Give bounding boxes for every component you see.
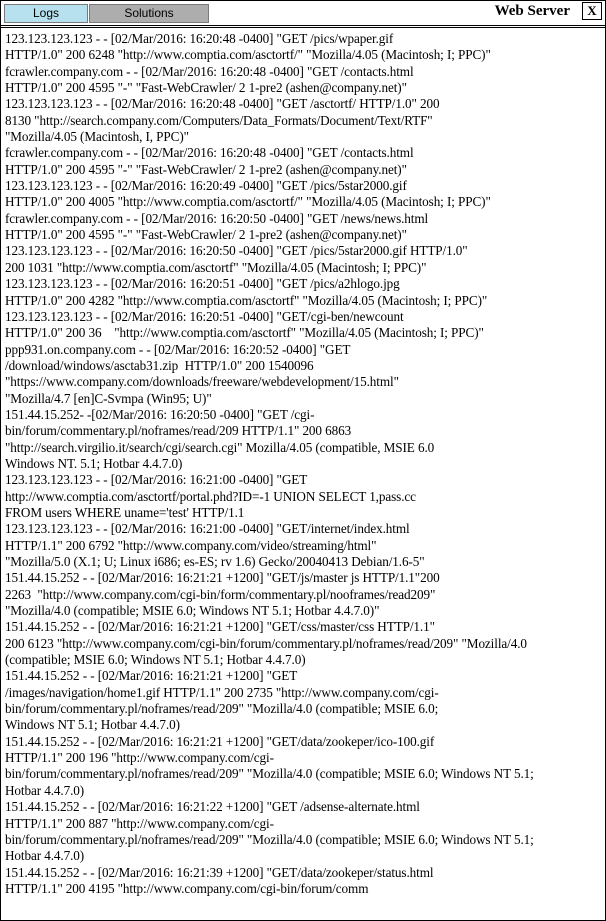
log-line: "Mozilla/4.0 (compatible; MSIE 6.0; Windows NT 5.1; Hotbar 4.4.7.0)"	[5, 603, 380, 619]
log-line: fcrawler.company.com - - [02/Mar/2016: 16:20:48 -0400] "GET /contacts.html	[5, 145, 414, 161]
log-line: HTTP/1.0" 200 4282 "http://www.comptia.com/asctortf" "Mozilla/4.05 (Macintosh; I; PPC)"	[5, 292, 488, 308]
log-line: 200 1031 "http://www.comptia.com/asctortf" "Mozilla/4.05 (Macintosh; I; PPC)"	[5, 259, 427, 275]
tab-solutions[interactable]: Solutions	[89, 4, 209, 23]
log-line: ppp931.on.company.com - - [02/Mar/2016: 16:20:52 -0400] "GET	[5, 341, 351, 357]
log-line: 123.123.123.123 - - [02/Mar/2016: 16:20:49 -0400] "GET /pics/5star2000.gif	[5, 178, 407, 194]
log-line: 151.44.15.252 - - [02/Mar/2016: 16:21:21 +1200] "GET	[5, 668, 298, 684]
log-line: bin/forum/commentary.pl/noframes/read/209" "Mozilla/4.0 (compatible; MSIE 6.0; Windows NT 5.1;	[5, 766, 534, 782]
log-line: "Mozilla/4.7 [en]C-Svmpa (Win95; U)"	[5, 390, 212, 406]
log-line: 123.123.123.123 - - [02/Mar/2016: 16:20:48 -0400] "GET /pics/wpaper.gif	[5, 31, 394, 46]
tab-logs[interactable]: Logs	[4, 4, 88, 23]
log-line: 151.44.15.252 - - [02/Mar/2016: 16:21:22 +1200] "GET /adsense-alternate.html	[5, 799, 420, 815]
tab-bar	[4, 4, 209, 23]
log-line: 151.44.15.252- -[02/Mar/2016: 16:20:50 -0400] "GET /cgi-	[5, 406, 315, 422]
log-line: FROM users WHERE uname='test' HTTP/1.1	[5, 504, 245, 520]
log-line: Windows NT. 5.1; Hotbar 4.4.7.0)	[5, 455, 183, 471]
log-line: bin/forum/commentary.pl/noframes/read/209 HTTP/1.1" 200 6863	[5, 423, 352, 439]
log-line: "http://search.virgilio.it/search/cgi/search.cgi" Mozilla/4.05 (compatible, MSIE 6.0	[5, 439, 435, 455]
log-line: 123.123.123.123 - - [02/Mar/2016: 16:20:51 -0400] "GET/cgi-ben/newcount	[5, 308, 404, 324]
page-title: Web Server	[494, 3, 570, 19]
log-line: bin/forum/commentary.pl/noframes/read/209" "Mozilla/4.0 (compatible; MSIE 6.0;	[5, 701, 439, 717]
log-line: HTTP/1.1" 200 887 "http://www.company.com/cgi-	[5, 815, 274, 831]
log-line: 151.44.15.252 - - [02/Mar/2016: 16:21:21 +1200] "GET/js/master js HTTP/1.1"200	[5, 570, 440, 586]
log-line: 123.123.123.123 - - [02/Mar/2016: 16:20:50 -0400] "GET /pics/5star2000.gif HTTP/1.0"	[5, 243, 468, 259]
log-line: HTTP/1.1" 200 4195 "http://www.company.com/cgi-bin/forum/comm	[5, 880, 369, 896]
log-line: 200 6123 "http://www.company.com/cgi-bin/forum/commentary.pl/noframes/read/209" "Mozilla/4.0	[5, 635, 527, 651]
log-line: HTTP/1.1" 200 196 "http://www.company.com/cgi-	[5, 750, 274, 766]
log-line: 123.123.123.123 - - [02/Mar/2016: 16:20:51 -0400] "GET /pics/a2hlogo.jpg	[5, 276, 400, 292]
log-line: HTTP/1.0" 200 4005 "http://www.comptia.com/asctortf/" "Mozilla/4.05 (Macintosh; I; PPC)"	[5, 194, 491, 210]
log-line: (compatible; MSIE 6.0; Windows NT 5.1; Hotbar 4.4.7.0)	[5, 652, 306, 668]
log-line: 151.44.15.252 - - [02/Mar/2016: 16:21:21 +1200] "GET/data/zookeper/ico-100.gif	[5, 733, 435, 749]
log-line: 123.123.123.123 - - [02/Mar/2016: 16:21:00 -0400] "GET	[5, 472, 308, 488]
log-line: http://www.comptia.com/asctortf/portal.phd?ID=-1 UNION SELECT 1,pass.cc	[5, 488, 416, 504]
log-line: Windows NT 5.1; Hotbar 4.4.7.0)	[5, 717, 180, 733]
log-line-list	[5, 31, 602, 897]
log-line: 151.44.15.252 - - [02/Mar/2016: 16:21:21 +1200] "GET/css/master/css HTTP/1.1"	[5, 619, 435, 635]
log-line: 123.123.123.123 - - [02/Mar/2016: 16:20:48 -0400] "GET /asctortf/ HTTP/1.0" 200	[5, 96, 440, 112]
log-line: "Mozilla/5.0 (X.1; U; Linux i686; es-ES; rv 1.6) Gecko/20040413 Debian/1.6-5"	[5, 554, 425, 569]
log-line: "Mozilla/4.05 (Macintosh, I, PPC)"	[5, 129, 189, 145]
log-line: HTTP/1.0" 200 6248 "http://www.comptia.com/asctortf/" "Mozilla/4.05 (Macintosh; I; PPC)"	[5, 47, 491, 63]
log-line: /download/windows/asctab31.zip HTTP/1.0" 200 1540096	[5, 357, 314, 373]
log-output-panel[interactable]	[0, 27, 606, 921]
log-line: 8130 "http://search.company.com/Computers/Data_Formats/Document/Text/RTF"	[5, 112, 433, 128]
window-titlebar	[0, 0, 606, 26]
log-line: fcrawler.company.com - - [02/Mar/2016: 16:20:50 -0400] "GET /news/news.html	[5, 210, 429, 226]
log-line: "https://www.company.com/downloads/freeware/webdevelopment/15.html"	[5, 374, 399, 390]
log-line: HTTP/1.0" 200 36 "http://www.comptia.com/asctortf" "Mozilla/4.05 (Macintosh; I; PPC)"	[5, 325, 484, 341]
close-icon[interactable]: X	[582, 2, 602, 20]
log-line: HTTP/1.0" 200 4595 "-" "Fast-WebCrawler/ 2 1-pre2 (ashen@company.net)"	[5, 161, 407, 177]
log-line: HTTP/1.1" 200 6792 "http://www.company.com/video/streaming/html"	[5, 537, 377, 553]
log-line: 151.44.15.252 - - [02/Mar/2016: 16:21:39 +1200] "GET/data/zookeper/status.html	[5, 864, 434, 880]
log-line: HTTP/1.0" 200 4595 "-" "Fast-WebCrawler/ 2 1-pre2 (ashen@company.net)"	[5, 80, 407, 96]
log-line: bin/forum/commentary.pl/noframes/read/209" "Mozilla/4.0 (compatible; MSIE 6.0; Windows NT 5.1;	[5, 831, 534, 847]
log-line: 123.123.123.123 - - [02/Mar/2016: 16:21:00 -0400] "GET/internet/index.html	[5, 521, 410, 537]
log-line: Hotbar 4.4.7.0)	[5, 848, 85, 864]
log-line: 2263 "http://www.company.com/cgi-bin/form/commentary.pl/nooframes/read209"	[5, 586, 436, 602]
log-line: fcrawler.company.com - - [02/Mar/2016: 16:20:48 -0400] "GET /contacts.html	[5, 63, 414, 79]
log-line: HTTP/1.0" 200 4595 "-" "Fast-WebCrawler/ 2 1-pre2 (ashen@company.net)"	[5, 227, 407, 243]
log-line: Hotbar 4.4.7.0)	[5, 782, 85, 798]
log-line: /images/navigation/home1.gif HTTP/1.1" 200 2735 "http://www.company.com/cgi-	[5, 684, 439, 700]
